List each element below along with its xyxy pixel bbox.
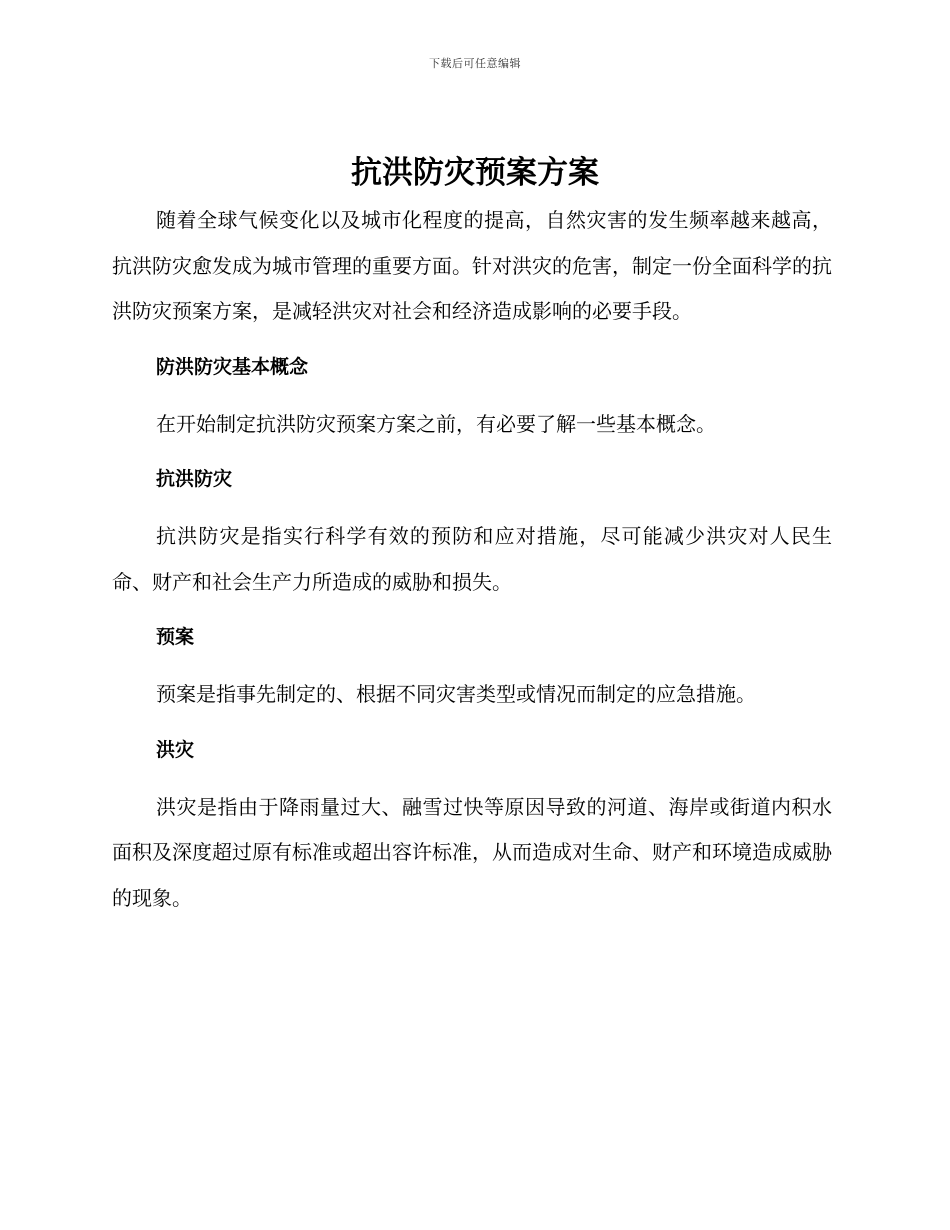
document-title: 抗洪防灾预案方案 xyxy=(351,155,599,191)
section-body-plan: 预案是指事先制定的、根据不同灾害类型或情况而制定的应急措施。 xyxy=(156,682,756,706)
section-heading-flood-disaster: 洪灾 xyxy=(156,738,195,761)
section-heading-basic-concepts: 防洪防灾基本概念 xyxy=(156,355,309,378)
header-note: 下载后可任意编辑 xyxy=(429,57,521,70)
section-heading-flood-prevention: 抗洪防灾 xyxy=(156,468,233,490)
section-body-basic-concepts: 在开始制定抗洪防灾预案方案之前，有必要了解一些基本概念。 xyxy=(156,411,716,436)
section-body-flood-disaster: 洪灾是指由于降雨量过大、融雪过快等原因导致的河道、海岸或街道内积水面积及深度超过原有标准或超出容许标准，从而造成对生命、财产和环境造成威胁的现象。 xyxy=(112,794,832,910)
section-body-flood-prevention: 抗洪防灾是指实行科学有效的预防和应对措施，尽可能减少洪灾对人民生命、财产和社会生产力所造成的威胁和损失。 xyxy=(112,524,832,594)
section-heading-plan: 预案 xyxy=(156,626,195,648)
document-body xyxy=(112,198,832,921)
intro-paragraph: 随着全球气候变化以及城市化程度的提高，自然灾害的发生频率越来越高，抗洪防灾愈发成为城市管理的重要方面。针对洪灾的危害，制定一份全面科学的抗洪防灾预案方案，是减轻洪灾对社会和经济造成影响的必要手段。 xyxy=(112,208,832,323)
